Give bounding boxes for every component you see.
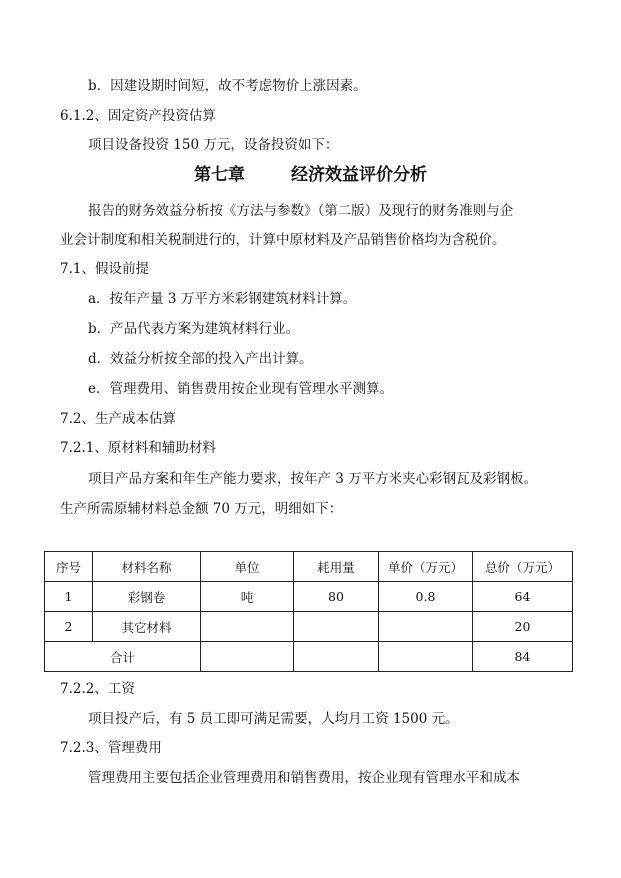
paragraph-1-line-1: 报告的财务效益分析按《方法与参数》（第二版）及现行的财务准则与企 [88, 203, 514, 219]
header-cell: 序号 [45, 552, 93, 582]
table-cell: 20 [473, 612, 573, 642]
table-cell: 1 [45, 582, 93, 612]
table-cell: 64 [473, 582, 573, 612]
table-cell: 80 [294, 582, 379, 612]
table-cell: 其它材料 [93, 612, 201, 642]
management-cost-text: 管理费用主要包括企业管理费用和销售费用，按企业现有管理水平和成本 [88, 770, 520, 786]
table-cell [201, 642, 294, 672]
assumption-b: b．产品代表方案为建筑材料行业。 [88, 321, 300, 337]
assumption-e: e．管理费用、销售费用按企业现有管理水平测算。 [88, 381, 393, 397]
table-cell [379, 612, 473, 642]
materials-table [44, 551, 573, 672]
table-row [45, 612, 573, 642]
table-cell: 0.8 [379, 582, 473, 612]
note-b-no-inflation: b．因建设期时间短，故不考虑物价上涨因素。 [88, 78, 367, 94]
header-cell: 单价（万元） [379, 552, 473, 582]
table-cell: 吨 [201, 582, 294, 612]
paragraph-1-line-2: 业会计制度和相关税制进行的，计算中原材料及产品销售价格均为含税价。 [60, 232, 506, 248]
header-cell: 耗用量 [294, 552, 379, 582]
header-cell: 单位 [201, 552, 294, 582]
table-cell: 彩钢卷 [93, 582, 201, 612]
total-value: 84 [473, 642, 573, 672]
section-7-2-1-heading: 7.2.1、原材料和辅助材料 [60, 440, 216, 456]
chapter-name: 经济效益评价分析 [291, 165, 427, 185]
table-cell [201, 612, 294, 642]
table-row [45, 582, 573, 612]
section-7-2-2-heading: 7.2.2、工资 [60, 681, 135, 697]
chapter-number: 第七章 [194, 165, 245, 185]
section-6-1-2-heading: 6.1.2、固定资产投资估算 [60, 108, 216, 124]
header-cell: 材料名称 [93, 552, 201, 582]
section-7-2-heading: 7.2、生产成本估算 [60, 411, 176, 427]
paragraph-2-line-1: 项目产品方案和年生产能力要求，按年产 3 万平方米夹心彩钢瓦及彩钢板。 [88, 471, 538, 487]
header-cell: 总价（万元） [473, 552, 573, 582]
chapter-title [0, 164, 621, 186]
table-header-row [45, 552, 573, 582]
assumption-d: d．效益分析按全部的投入产出计算。 [88, 351, 313, 367]
table-cell [294, 612, 379, 642]
total-label: 合计 [45, 642, 201, 672]
section-7-1-heading: 7.1、假设前提 [60, 261, 149, 277]
table-cell [294, 642, 379, 672]
equipment-investment-text: 项目设备投资 150 万元，设备投资如下： [88, 137, 339, 153]
wage-text: 项目投产后，有 5 员工即可满足需要，人均月工资 1500 元。 [88, 711, 459, 727]
table-cell [379, 642, 473, 672]
assumption-a: a．按年产量 3 万平方米彩钢建筑材料计算。 [88, 291, 357, 307]
section-7-2-3-heading: 7.2.3、管理费用 [60, 740, 162, 756]
table-cell: 2 [45, 612, 93, 642]
table-total-row [45, 642, 573, 672]
paragraph-2-line-2: 生产所需原辅材料总金额 70 万元，明细如下： [60, 501, 343, 517]
